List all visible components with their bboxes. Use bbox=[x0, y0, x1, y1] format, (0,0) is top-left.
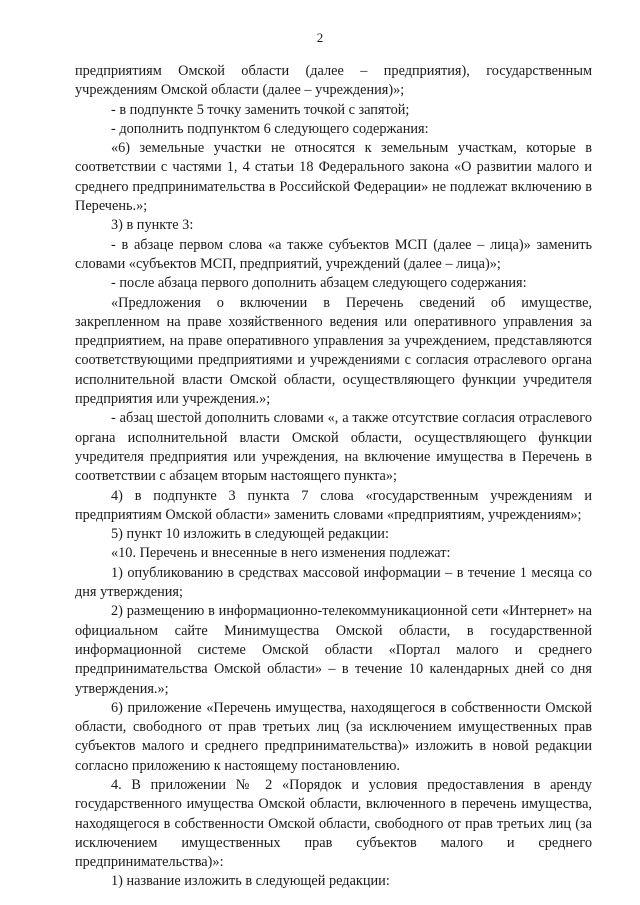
paragraph: 3) в пункте 3: bbox=[111, 217, 194, 234]
document-body bbox=[75, 62, 592, 892]
paragraph: - после абзаца первого дополнить абзацем следующего содержания: bbox=[111, 275, 527, 292]
paragraph: «10. Перечень и внесенные в него изменения подлежат: bbox=[111, 545, 451, 562]
paragraph: - дополнить подпунктом 6 следующего содержания: bbox=[111, 120, 429, 137]
paragraph: - в подпункте 5 точку заменить точкой с запятой; bbox=[111, 101, 410, 118]
page-number: 2 bbox=[316, 30, 324, 45]
paragraph: 1) название изложить в следующей редакции: bbox=[111, 873, 390, 890]
paragraph: «Предложения о включении в Перечень сведений об имуществе, закрепленном на праве хозяйственного ведения или оперативного управления за предприятием, на праве оперативного управления за учреждением, представляются соответствующими предприятиями и учреждениями с согласия отраслевого органа исполнительной власти Омской области, осуществляющего функции учредителя предприятия или учреждения.»; bbox=[75, 294, 592, 408]
paragraph: - абзац шестой дополнить словами «, а также отсутствие согласия отраслевого органа исполнительной власти Омской области, осуществляющего функции учредителя предприятия или учреждения, на включение имущества в Перечень в соответствии с абзацем вторым настоящего пункта»; bbox=[75, 410, 592, 485]
paragraph: 2) размещению в информационно-телекоммуникационной сети «Интернет» на официальном сайте Минимущества Омской области, в государственной информационной системе Омской области «Портал малого и среднего предпринимательства Омской области» – в течение 10 календарных дней со дня утверждения.»; bbox=[75, 603, 592, 697]
paragraph: предприятиям Омской области (далее – предприятия), государственным учреждениям Омской области (далее – учреждения)»; bbox=[75, 63, 592, 99]
paragraph: 4) в подпункте 3 пункта 7 слова «государственным учреждениям и предприятиям Омской области» заменить словами «предприятиям, учреждениям»; bbox=[75, 487, 592, 523]
paragraph: «6) земельные участки не относятся к земельным участкам, которые в соответствии с частями 1, 4 статьи 18 Федерального закона «О развитии малого и среднего предпринимательства в Российской Федерации» не подлежат включению в Перечень.»; bbox=[75, 140, 592, 215]
paragraph: 4. В приложении № 2 «Порядок и условия предоставления в аренду государственного имущества Омской области, включенного в перечень имущества, находящегося в собственности Омской области, свободного от прав третьих лиц (за исключением имущественных прав субъектов малого и среднего предпринимательства)»: bbox=[75, 776, 592, 871]
paragraph: 6) приложение «Перечень имущества, находящегося в собственности Омской области, свободного от прав третьих лиц (за исключением имущественных прав субъектов малого и среднего предпринимательства)» изложить в новой редакции согласно приложению к настоящему постановлению. bbox=[75, 699, 592, 774]
paragraph: 5) пункт 10 изложить в следующей редакции: bbox=[111, 526, 389, 543]
paragraph: 1) опубликованию в средствах массовой информации – в течение 1 месяца со дня утверждения; bbox=[75, 564, 592, 601]
paragraph: - в абзаце первом слова «а также субъектов МСП (далее – лица)» заменить словами «субъектов МСП, предприятий, учреждений (далее – лица)»; bbox=[75, 236, 592, 272]
